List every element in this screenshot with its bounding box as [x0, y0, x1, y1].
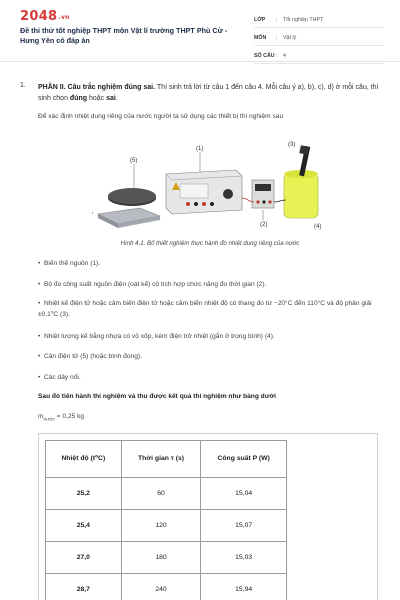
list-item: • Cân điện tử (5) (hoặc bình đong).	[38, 353, 142, 360]
figure-caption: Hình 4.1. Bố thiết nghiệm thực hành đo nhiệt dung riêng của nước	[120, 240, 300, 247]
meta-row-subject: MÔN : Vật lý	[254, 28, 384, 46]
table-header-row	[46, 441, 287, 478]
power-supply-illustration	[166, 170, 242, 214]
electronic-scale-illustration	[92, 188, 160, 228]
data-table-container	[38, 433, 378, 600]
data-table	[45, 440, 287, 600]
figure-label-5: (5)	[130, 158, 138, 164]
list-item: • Biến thế nguồn (1).	[38, 260, 101, 267]
figure-label-4: (4)	[314, 224, 322, 230]
figure-label-2: (2)	[260, 222, 268, 228]
table-row: 25,4 120 15,07	[46, 510, 287, 542]
experiment-figure	[92, 132, 332, 236]
calorimeter-illustration	[284, 145, 318, 218]
question-instructions: PHẦN II. Câu trắc nghiệm đúng sai. Thí sinh trả lời từ câu 1 đến câu 4. Mỗi câu ý a), b), c), d) ở mỗi câu, thí sinh chọn đúng hoặc sai.	[38, 84, 379, 102]
page-header	[0, 0, 400, 62]
column-header-temperature: Nhiệt độ (t⁰C)	[46, 441, 122, 478]
water-mass: $m_{nước} = 0,25$ kg	[38, 413, 85, 423]
site-logo[interactable]: 2048.vn	[20, 9, 70, 24]
list-item: • Nhiệt kế điện tử hoặc cảm biến điện tử hoặc cảm biến nhiệt độ có thang đo từ −20°C đến 110°C và độ phân giải ±0,1⁰C (3).	[38, 300, 372, 318]
result-intro: Sau đó tiến hành thí nghiệm và thu được kết quả thí nghiệm như bảng dưới	[38, 393, 276, 400]
document-title: Đề thi thử tốt nghiệp THPT môn Vật lí trường THPT Phù Cừ - Hưng Yên có đáp án	[20, 26, 228, 45]
list-item: • Nhiệt lượng kế bằng nhựa có vỏ xốp, kèm điện trở nhiệt (gắn ở trong bình) (4).	[38, 333, 275, 340]
column-header-time: Thời gian τ (s)	[121, 441, 201, 478]
meta-row-class: LỚP : Tốt nghiệp THPT	[254, 10, 384, 28]
setup-text: Để xác định nhiệt dung riêng của nước người ta sử dụng các thiết bị thí nghiệm sau	[38, 113, 284, 120]
meta-row-count: SỐ CÂU : 4	[254, 46, 384, 64]
wattmeter-illustration	[252, 180, 274, 208]
question-number: 1.	[20, 82, 26, 89]
table-row: 28,7 240 15,94	[46, 574, 287, 600]
figure-label-1: (1)	[196, 146, 204, 152]
list-item: • Các dây nối.	[38, 374, 81, 381]
table-row: 25,2 60 15,04	[46, 478, 287, 510]
table-row: 27,0 180 15,03	[46, 542, 287, 574]
list-item: • Bộ đo công suất nguồn điện (oát kế) có tích hợp chức năng đo thời gian (2).	[38, 281, 267, 288]
figure-label-3: (3)	[288, 142, 296, 148]
column-header-power: Công suất P (W)	[201, 441, 287, 478]
